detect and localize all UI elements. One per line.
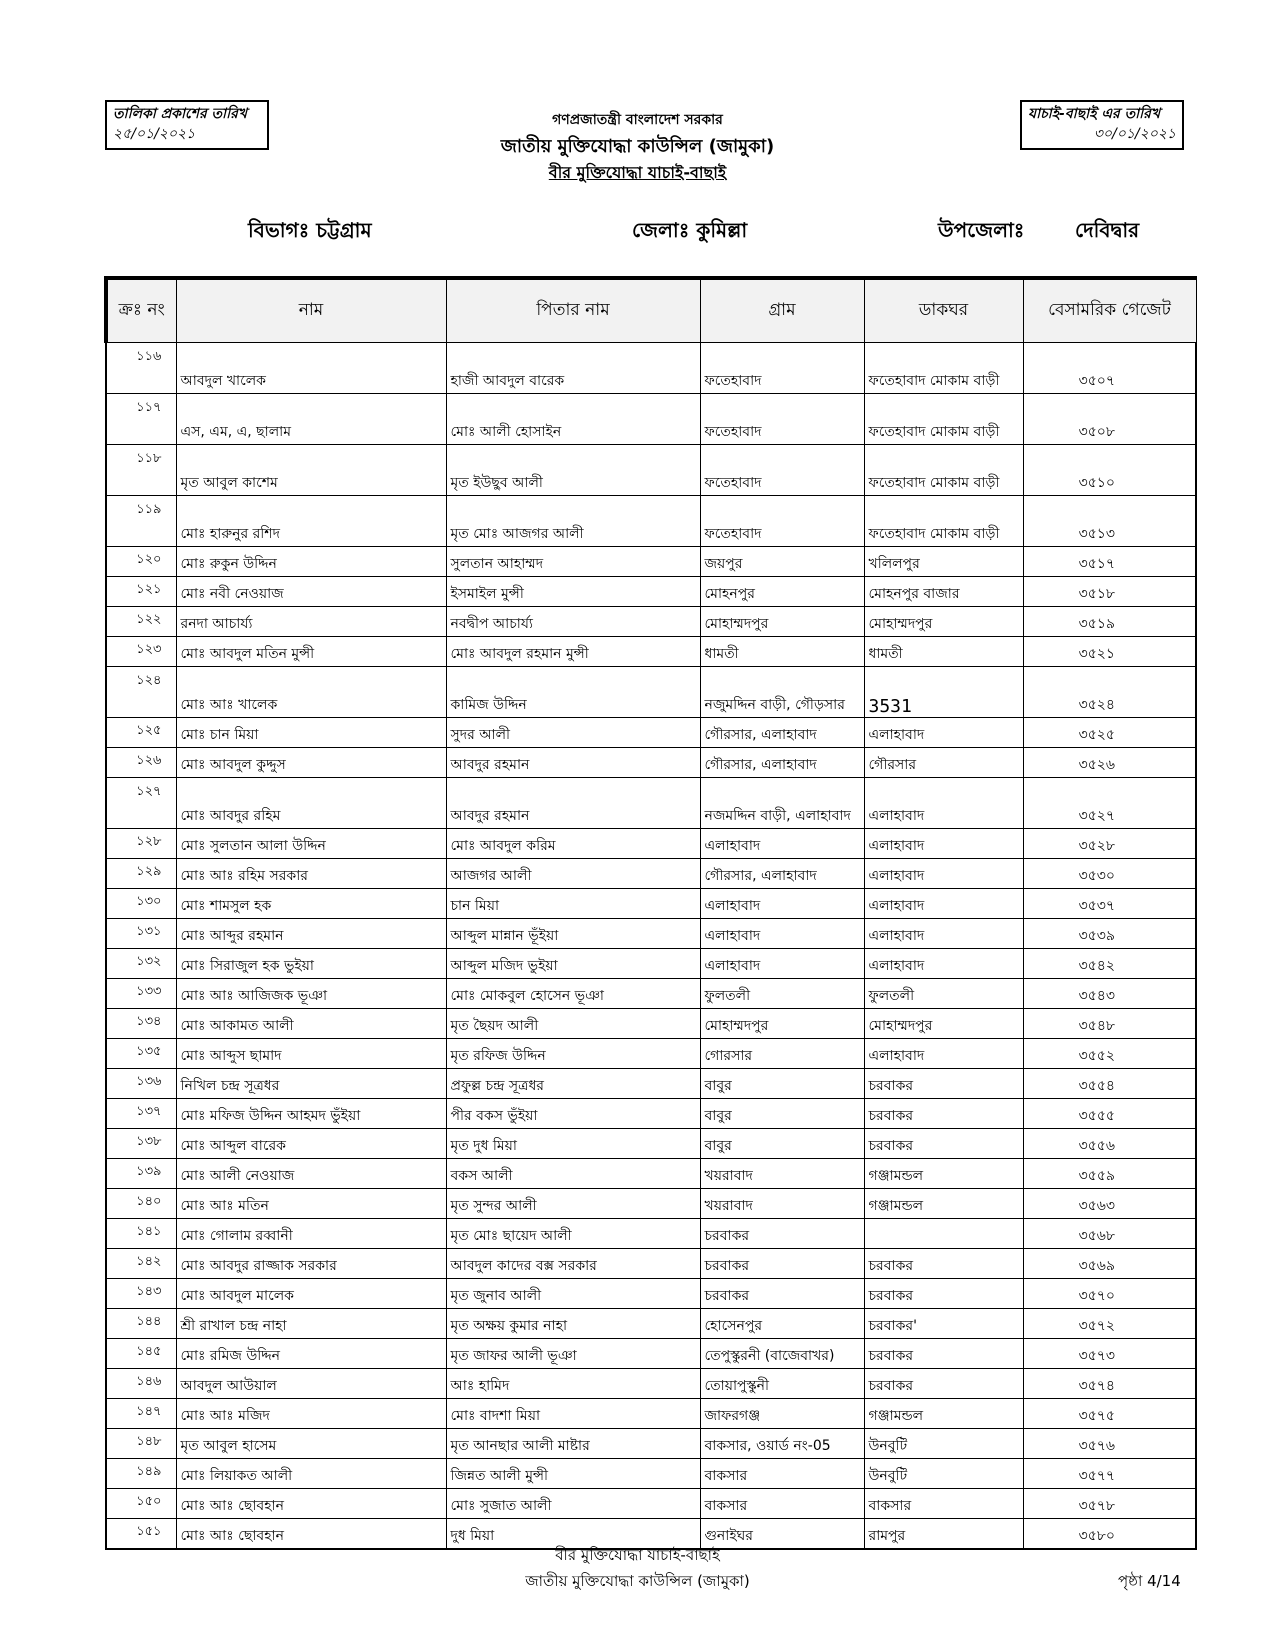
gazette-cell: ৩৫২১ (1023, 637, 1196, 667)
gazette-cell: ৩৫২৪ (1023, 667, 1196, 718)
name-cell: এস, এম, এ, ছালাম (176, 394, 446, 445)
table-row (106, 1339, 1196, 1369)
serial-cell: ১২৩ (106, 637, 176, 667)
name-cell: মোঃ রুকুন উদ্দিন (176, 547, 446, 577)
government-heading: গণপ্রজাতন্ত্রী বাংলাদেশ সরকার (552, 112, 723, 128)
gazette-cell: ৩৫০৮ (1023, 394, 1196, 445)
village-cell: চরবাকর (700, 1249, 864, 1279)
serial-cell: ১৩৬ (106, 1069, 176, 1099)
column-header-village: গ্রাম (700, 278, 864, 343)
father-name-cell: মৃত মোঃ আজগর আলী (446, 496, 700, 547)
gazette-cell: ৩৫১৮ (1023, 577, 1196, 607)
post-office-cell: চরবাকর (864, 1099, 1023, 1129)
gazette-cell: ৩৫২৬ (1023, 748, 1196, 778)
father-name-cell: মৃত অক্ষয় কুমার নাহা (446, 1309, 700, 1339)
serial-cell: ১২১ (106, 577, 176, 607)
post-office-cell: ফতেহাবাদ মোকাম বাড়ী (864, 394, 1023, 445)
name-cell: মোঃ আবদুল কুদ্দুস (176, 748, 446, 778)
village-cell: তোয়াপুস্কুনী (700, 1369, 864, 1399)
publication-date-label: তালিকা প্রকাশের তারিখ (113, 106, 247, 122)
gazette-cell: ৩৫৭০ (1023, 1279, 1196, 1309)
gazette-cell: ৩৫৬৯ (1023, 1249, 1196, 1279)
table-row (106, 1099, 1196, 1129)
village-cell: গৌরসার, এলাহাবাদ (700, 859, 864, 889)
post-office-cell: চরবাকর (864, 1369, 1023, 1399)
post-office-cell: ফুলতলী (864, 979, 1023, 1009)
name-cell: মোঃ নবী নেওয়াজ (176, 577, 446, 607)
serial-cell: ১৩১ (106, 919, 176, 949)
name-cell: মোঃ আঃ ছোবহান (176, 1489, 446, 1519)
serial-cell: ১১৯ (106, 496, 176, 547)
gazette-cell: ৩৫৭৬ (1023, 1429, 1196, 1459)
gazette-cell: ৩৫৫৬ (1023, 1129, 1196, 1159)
table-row (106, 496, 1196, 547)
post-office-cell: খলিলপুর (864, 547, 1023, 577)
serial-cell: ১৩৯ (106, 1159, 176, 1189)
village-cell: গৌরসার, এলাহাবাদ (700, 718, 864, 748)
post-office-cell: মোহাম্মদপুর (864, 607, 1023, 637)
village-cell: ফতেহাবাদ (700, 445, 864, 496)
serial-cell: ১৪৪ (106, 1309, 176, 1339)
father-name-cell: মৃত মোঃ ছায়েদ আলী (446, 1219, 700, 1249)
village-cell: নজমদ্দিন বাড়ী, এলাহাবাদ (700, 778, 864, 829)
father-name-cell: মৃত দুধ মিয়া (446, 1129, 700, 1159)
district-label: জেলাঃ কুমিল্লা (632, 218, 748, 242)
table-row (106, 1279, 1196, 1309)
gazette-cell: ৩৫৩৯ (1023, 919, 1196, 949)
serial-cell: ১৩০ (106, 889, 176, 919)
name-cell: মোঃ সুলতান আলা উদ্দিন (176, 829, 446, 859)
serial-cell: ১৪৫ (106, 1339, 176, 1369)
post-office-cell: গঞ্জামন্ডল (864, 1159, 1023, 1189)
gazette-cell: ৩৫৭৫ (1023, 1399, 1196, 1429)
name-cell: মোঃ মফিজ উদ্দিন আহমদ ভুঁইয়া (176, 1099, 446, 1129)
post-office-cell: গঞ্জামন্ডল (864, 1189, 1023, 1219)
name-cell: মোঃ সিরাজুল হক ভুইয়া (176, 949, 446, 979)
village-cell: বাবুর (700, 1099, 864, 1129)
father-name-cell: আবদুর রহমান (446, 748, 700, 778)
serial-cell: ১৪১ (106, 1219, 176, 1249)
post-office-cell: এলাহাবাদ (864, 718, 1023, 748)
table-row (106, 577, 1196, 607)
father-name-cell: আব্দুল মান্নান ভূঁইয়া (446, 919, 700, 949)
table-row (106, 1459, 1196, 1489)
name-cell: মোঃ আবদুল মতিন মুন্সী (176, 637, 446, 667)
father-name-cell: ইসমাইল মুন্সী (446, 577, 700, 607)
table-row (106, 445, 1196, 496)
name-cell: মৃত আবুল হাসেম (176, 1429, 446, 1459)
serial-cell: ১২৪ (106, 667, 176, 718)
table-row (106, 949, 1196, 979)
table-row (106, 1369, 1196, 1399)
father-name-cell: মোঃ আবদুল রহমান মুন্সী (446, 637, 700, 667)
village-cell: এলাহাবাদ (700, 829, 864, 859)
post-office-cell: চরবাকর (864, 1069, 1023, 1099)
father-name-cell: হাজী আবদুল বারেক (446, 343, 700, 394)
father-name-cell: মৃত ইউছুব আলী (446, 445, 700, 496)
table-row (106, 343, 1196, 394)
village-cell: তেপুস্কুরনী (বাজেবাখর) (700, 1339, 864, 1369)
gazette-cell: ৩৫৫৫ (1023, 1099, 1196, 1129)
gazette-cell: ৩৫১৭ (1023, 547, 1196, 577)
footer-title: বীর মুক্তিযোদ্ধা যাচাই-বাছাই (555, 1546, 720, 1564)
village-cell: ফুলতলী (700, 979, 864, 1009)
name-cell: মোঃ আকামত আলী (176, 1009, 446, 1039)
table-row (106, 394, 1196, 445)
gazette-cell: ৩৫৪৮ (1023, 1009, 1196, 1039)
father-name-cell: দুধ মিয়া (446, 1519, 700, 1550)
post-office-cell: এলাহাবাদ (864, 889, 1023, 919)
village-cell: গুনাইঘর (700, 1519, 864, 1550)
name-cell: মোঃ আঃ মতিন (176, 1189, 446, 1219)
gazette-cell: ৩৫০৭ (1023, 343, 1196, 394)
father-name-cell: মোঃ বাদশা মিয়া (446, 1399, 700, 1429)
freedom-fighter-table (104, 276, 1197, 1550)
name-cell: মোঃ শামসুল হক (176, 889, 446, 919)
village-cell: হোসেনপুর (700, 1309, 864, 1339)
table-row (106, 748, 1196, 778)
serial-cell: ১৩২ (106, 949, 176, 979)
table-row (106, 1249, 1196, 1279)
name-cell: মোঃ হারুনুর রশিদ (176, 496, 446, 547)
gazette-cell: ৩৫৭৩ (1023, 1339, 1196, 1369)
post-office-cell: চরবাকর' (864, 1309, 1023, 1339)
gazette-cell: ৩৫৩৭ (1023, 889, 1196, 919)
table-row (106, 1309, 1196, 1339)
serial-cell: ১২০ (106, 547, 176, 577)
serial-cell: ১৩৩ (106, 979, 176, 1009)
column-header-name: নাম (176, 278, 446, 343)
post-office-cell: উনবুটি (864, 1429, 1023, 1459)
village-cell: বাকসার, ওয়ার্ড নং-05 (700, 1429, 864, 1459)
table-row (106, 778, 1196, 829)
post-office-cell: ধামতী (864, 637, 1023, 667)
serial-cell: ১২৯ (106, 859, 176, 889)
village-cell: বাবুর (700, 1129, 864, 1159)
name-cell: মোঃ আঃ খালেক (176, 667, 446, 718)
post-office-cell: 3531 (864, 667, 1023, 718)
gazette-cell: ৩৫২৭ (1023, 778, 1196, 829)
serial-cell: ১৩৭ (106, 1099, 176, 1129)
father-name-cell: আঃ হামিদ (446, 1369, 700, 1399)
village-cell: বাকসার (700, 1459, 864, 1489)
village-cell: বাবুর (700, 1069, 864, 1099)
post-office-cell: বাকসার (864, 1489, 1023, 1519)
publication-date-value: ২৫/০১/২০২১ (113, 126, 196, 142)
gazette-cell: ৩৫২৫ (1023, 718, 1196, 748)
father-name-cell: সুলতান আহাম্মদ (446, 547, 700, 577)
table-row (106, 667, 1196, 718)
father-name-cell: আবদুল কাদের বক্স সরকার (446, 1249, 700, 1279)
gazette-cell: ৩৫৪২ (1023, 949, 1196, 979)
father-name-cell: পীর বকস ভুঁইয়া (446, 1099, 700, 1129)
father-name-cell: আব্দুল মজিদ ভুইয়া (446, 949, 700, 979)
table-row (106, 1429, 1196, 1459)
father-name-cell: মোঃ আলী হোসাইন (446, 394, 700, 445)
village-cell: ধামতী (700, 637, 864, 667)
serial-cell: ১১৮ (106, 445, 176, 496)
village-cell: মোহাম্মদপুর (700, 607, 864, 637)
serial-cell: ১৪২ (106, 1249, 176, 1279)
gazette-cell: ৩৫৬৩ (1023, 1189, 1196, 1219)
table-row (106, 859, 1196, 889)
serial-cell: ১৪০ (106, 1189, 176, 1219)
name-cell: মোঃ রমিজ উদ্দিন (176, 1339, 446, 1369)
post-office-cell: মোহনপুর বাজার (864, 577, 1023, 607)
verification-heading (0, 160, 1275, 187)
father-name-cell: মোঃ আবদুল করিম (446, 829, 700, 859)
father-name-cell: আজগর আলী (446, 859, 700, 889)
village-cell: নজুমদ্দিন বাড়ী, গৌড়সার (700, 667, 864, 718)
village-cell: ফতেহাবাদ (700, 496, 864, 547)
column-header-father-name: পিতার নাম (446, 278, 700, 343)
table-row (106, 1189, 1196, 1219)
serial-cell: ১১৬ (106, 343, 176, 394)
post-office-cell: উনবুটি (864, 1459, 1023, 1489)
name-cell: রনদা আচার্য্য (176, 607, 446, 637)
father-name-cell: নবদ্বীপ আচার্য্য (446, 607, 700, 637)
father-name-cell: সুদর আলী (446, 718, 700, 748)
serial-cell: ১২৫ (106, 718, 176, 748)
father-name-cell: চান মিয়া (446, 889, 700, 919)
post-office-cell: ফতেহাবাদ মোকাম বাড়ী (864, 343, 1023, 394)
serial-cell: ১২৭ (106, 778, 176, 829)
serial-cell: ১২৮ (106, 829, 176, 859)
village-cell: এলাহাবাদ (700, 919, 864, 949)
gazette-cell: ৩৫৫৪ (1023, 1069, 1196, 1099)
name-cell: মোঃ আব্দুর রহমান (176, 919, 446, 949)
table-row (106, 919, 1196, 949)
table-row (106, 637, 1196, 667)
division-label: বিভাগঃ চট্টগ্রাম (248, 218, 372, 242)
serial-cell: ১৪৮ (106, 1429, 176, 1459)
column-header-gazette: বেসামরিক গেজেট (1023, 278, 1196, 343)
table-row (106, 607, 1196, 637)
village-cell: জাফরগঞ্জ (700, 1399, 864, 1429)
village-cell: মোহনপুর (700, 577, 864, 607)
father-name-cell: আবদুর রহমান (446, 778, 700, 829)
council-heading: জাতীয় মুক্তিযোদ্ধা কাউন্সিল (জামুকা) (500, 136, 775, 157)
name-cell: মোঃ গোলাম রব্বানী (176, 1219, 446, 1249)
village-cell: বাকসার (700, 1489, 864, 1519)
serial-cell: ১২২ (106, 607, 176, 637)
serial-cell: ১২৬ (106, 748, 176, 778)
name-cell: নিখিল চন্দ্র সূত্রধর (176, 1069, 446, 1099)
name-cell: মোঃ আঃ আজিজক ভূঞা (176, 979, 446, 1009)
name-cell: মোঃ চান মিয়া (176, 718, 446, 748)
village-cell: গৌরসার, এলাহাবাদ (700, 748, 864, 778)
post-office-cell: এলাহাবাদ (864, 829, 1023, 859)
table-row (106, 1159, 1196, 1189)
table-row (106, 1219, 1196, 1249)
name-cell: মোঃ আঃ ছোবহান (176, 1519, 446, 1550)
gazette-cell: ৩৫৫৯ (1023, 1159, 1196, 1189)
serial-cell: ১৫০ (106, 1489, 176, 1519)
table-row (106, 889, 1196, 919)
upazila-value: দেবিদ্বার (1075, 218, 1140, 242)
post-office-cell: গঞ্জামন্ডল (864, 1399, 1023, 1429)
footer-council: জাতীয় মুক্তিযোদ্ধা কাউন্সিল (জামুকা) (525, 1572, 750, 1590)
name-cell: শ্রী রাখাল চন্দ্র নাহা (176, 1309, 446, 1339)
father-name-cell: মৃত জাফর আলী ভূঞা (446, 1339, 700, 1369)
village-cell: এলাহাবাদ (700, 889, 864, 919)
serial-cell: ১৫১ (106, 1519, 176, 1550)
table-header-row (106, 278, 1196, 343)
name-cell: মোঃ আবদুল মালেক (176, 1279, 446, 1309)
father-name-cell: মৃত রফিজ উদ্দিন (446, 1039, 700, 1069)
serial-cell: ১৪৩ (106, 1279, 176, 1309)
village-cell: মোহাম্মদপুর (700, 1009, 864, 1039)
post-office-cell: গৌরসার (864, 748, 1023, 778)
gazette-cell: ৩৫১০ (1023, 445, 1196, 496)
serial-cell: ১১৭ (106, 394, 176, 445)
gazette-cell: ৩৫৩০ (1023, 859, 1196, 889)
gazette-cell: ৩৫৪৩ (1023, 979, 1196, 1009)
name-cell: মোঃ আলী নেওয়াজ (176, 1159, 446, 1189)
name-cell: মোঃ আঃ রহিম সরকার (176, 859, 446, 889)
name-cell: মোঃ লিয়াকত আলী (176, 1459, 446, 1489)
name-cell: মোঃ আবদুর রহিম (176, 778, 446, 829)
father-name-cell: মৃত সুন্দর আলী (446, 1189, 700, 1219)
gazette-cell: ৩৫১৩ (1023, 496, 1196, 547)
name-cell: মোঃ আবদুর রাজ্জাক সরকার (176, 1249, 446, 1279)
gazette-cell: ৩৫৭৭ (1023, 1459, 1196, 1489)
name-cell: মোঃ আব্দুস ছামাদ (176, 1039, 446, 1069)
father-name-cell: মোঃ মোকবুল হোসেন ভূঞা (446, 979, 700, 1009)
father-name-cell: মৃত আনছার আলী মাষ্টার (446, 1429, 700, 1459)
village-cell: খয়রাবাদ (700, 1189, 864, 1219)
post-office-cell: এলাহাবাদ (864, 778, 1023, 829)
post-office-cell: চরবাকর (864, 1279, 1023, 1309)
father-name-cell: জিন্নত আলী মুন্সী (446, 1459, 700, 1489)
table-row (106, 829, 1196, 859)
name-cell: আবদুল আউয়াল (176, 1369, 446, 1399)
verification-title: বীর মুক্তিযোদ্ধা যাচাই-বাছাই (548, 163, 727, 182)
table-row (106, 1069, 1196, 1099)
table-row (106, 1009, 1196, 1039)
post-office-cell: এলাহাবাদ (864, 859, 1023, 889)
table-row (106, 1399, 1196, 1429)
father-name-cell: মৃত জুনাব আলী (446, 1279, 700, 1309)
table-row (106, 547, 1196, 577)
gazette-cell: ৩৫১৯ (1023, 607, 1196, 637)
column-header-post-office: ডাকঘর (864, 278, 1023, 343)
village-cell: চরবাকর (700, 1219, 864, 1249)
post-office-cell: চরবাকর (864, 1339, 1023, 1369)
serial-cell: ১৩৫ (106, 1039, 176, 1069)
post-office-cell: চরবাকর (864, 1129, 1023, 1159)
gazette-cell: ৩৫৭৮ (1023, 1489, 1196, 1519)
village-cell: গোরসার (700, 1039, 864, 1069)
serial-cell: ১৪৯ (106, 1459, 176, 1489)
father-name-cell: প্রফুল্ল চন্দ্র সূত্রধর (446, 1069, 700, 1099)
name-cell: মোঃ আব্দুল বারেক (176, 1129, 446, 1159)
verification-date-label: যাচাই-বাছাই এর তারিখ (1028, 106, 1161, 122)
post-office-cell: এলাহাবাদ (864, 1039, 1023, 1069)
village-cell: জয়পুর (700, 547, 864, 577)
father-name-cell: মৃত ছৈয়দ আলী (446, 1009, 700, 1039)
verification-date-value: ৩০/০১/২০২১ (1093, 126, 1176, 142)
village-cell: ফতেহাবাদ (700, 394, 864, 445)
serial-cell: ১৪৭ (106, 1399, 176, 1429)
table-row (106, 1489, 1196, 1519)
village-cell: চরবাকর (700, 1279, 864, 1309)
column-header-serial: ক্রঃ নং (106, 278, 176, 343)
table-row (106, 1039, 1196, 1069)
gazette-cell: ৩৫৬৮ (1023, 1219, 1196, 1249)
serial-cell: ১৪৬ (106, 1369, 176, 1399)
post-office-cell: রামপুর (864, 1519, 1023, 1550)
father-name-cell: কামিজ উদ্দিন (446, 667, 700, 718)
name-cell: আবদুল খালেক (176, 343, 446, 394)
father-name-cell: বকস আলী (446, 1159, 700, 1189)
village-cell: খয়রাবাদ (700, 1159, 864, 1189)
post-office-cell (864, 1219, 1023, 1249)
village-cell: ফতেহাবাদ (700, 343, 864, 394)
father-name-cell: মোঃ সুজাত আলী (446, 1489, 700, 1519)
serial-cell: ১৩৪ (106, 1009, 176, 1039)
gazette-cell: ৩৫২৮ (1023, 829, 1196, 859)
gazette-cell: ৩৫৭৪ (1023, 1369, 1196, 1399)
post-office-cell: মোহাম্মদপুর (864, 1009, 1023, 1039)
post-office-cell: এলাহাবাদ (864, 919, 1023, 949)
gazette-cell: ৩৫৫২ (1023, 1039, 1196, 1069)
table-row (106, 1129, 1196, 1159)
upazila-label: উপজেলাঃ (938, 218, 1025, 242)
gazette-cell: ৩৫৭২ (1023, 1309, 1196, 1339)
name-cell: মৃত আবুল কাশেম (176, 445, 446, 496)
village-cell: এলাহাবাদ (700, 949, 864, 979)
table-row (106, 718, 1196, 748)
post-office-cell: ফতেহাবাদ মোকাম বাড়ী (864, 496, 1023, 547)
gazette-cell: ৩৫৮০ (1023, 1519, 1196, 1550)
table-row (106, 979, 1196, 1009)
serial-cell: ১৩৮ (106, 1129, 176, 1159)
name-cell: মোঃ আঃ মজিদ (176, 1399, 446, 1429)
page-number: পৃষ্ঠা 4/14 (1118, 1572, 1181, 1590)
post-office-cell: এলাহাবাদ (864, 949, 1023, 979)
post-office-cell: চরবাকর (864, 1249, 1023, 1279)
post-office-cell: ফতেহাবাদ মোকাম বাড়ী (864, 445, 1023, 496)
